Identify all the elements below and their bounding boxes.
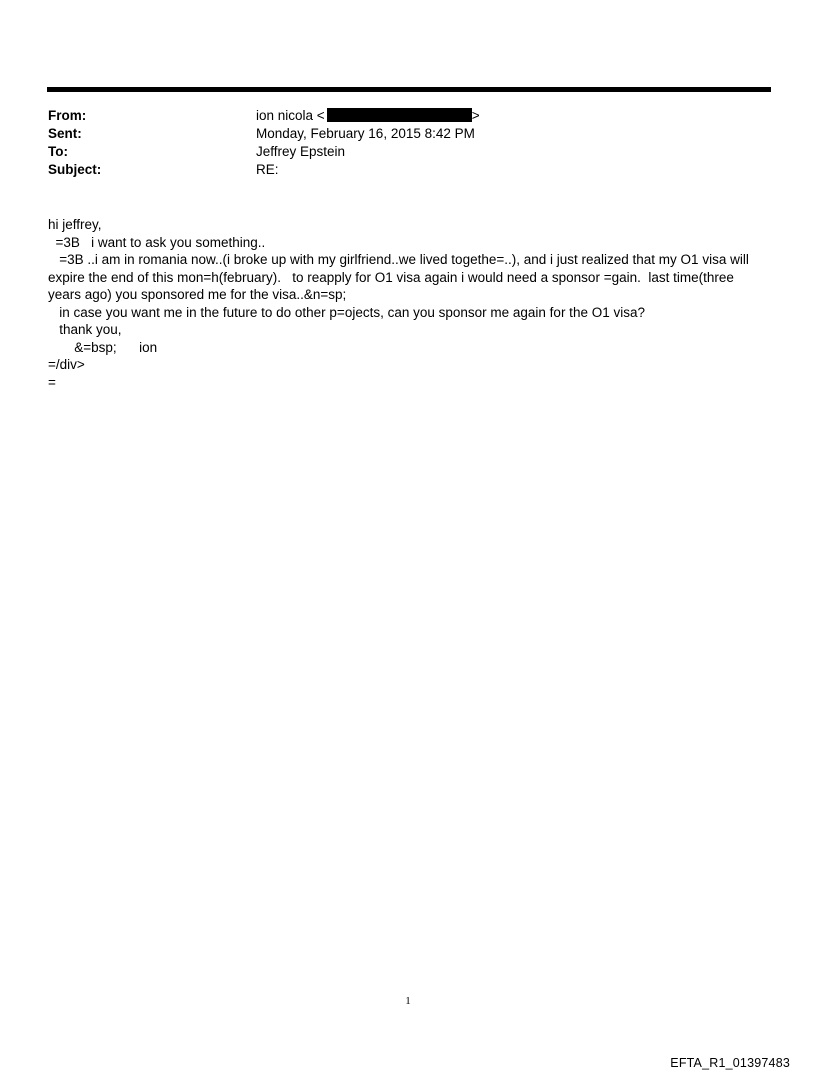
- body-line: =3B ..i am in romania now..(i broke up with my girlfriend..we lived togethe=..), and i just realized that my O1 visa will expire the end of this mon=h(february). to reapply for O1 visa again i would need a sponsor =gain. last time(three years ago) you sponsored me for the visa..&n=sp;: [48, 252, 753, 302]
- from-name: ion nicola <: [256, 108, 325, 123]
- from-suffix: >: [471, 108, 480, 123]
- body-line: =/div>: [48, 357, 85, 372]
- body-line: hi jeffrey,: [48, 217, 102, 232]
- sent-value: Monday, February 16, 2015 8:42 PM: [256, 126, 475, 141]
- to-label: To:: [48, 144, 68, 159]
- subject-value: RE:: [256, 162, 279, 177]
- to-row: [48, 143, 748, 161]
- body-line: thank you,: [48, 322, 122, 337]
- header-rule: [47, 87, 771, 92]
- body-line: =: [48, 374, 56, 390]
- sent-label: Sent:: [48, 126, 82, 141]
- subject-row: [48, 161, 748, 179]
- body-line: &=bsp; ion: [48, 339, 158, 355]
- body-line: =3B i want to ask you something..: [48, 234, 266, 250]
- page-number: 1: [405, 995, 411, 1007]
- subject-label: Subject:: [48, 162, 102, 177]
- sent-row: [48, 125, 748, 143]
- from-value: [256, 107, 748, 125]
- email-body: [48, 216, 768, 391]
- email-header: [48, 107, 748, 179]
- from-label: From:: [48, 108, 87, 123]
- to-value: Jeffrey Epstein: [256, 144, 346, 159]
- body-line: in case you want me in the future to do other p=ojects, can you sponsor me again for the O1 visa?: [48, 304, 645, 320]
- from-row: [48, 107, 748, 125]
- bates-number: EFTA_R1_01397483: [670, 1056, 790, 1070]
- redaction-block: [327, 108, 472, 122]
